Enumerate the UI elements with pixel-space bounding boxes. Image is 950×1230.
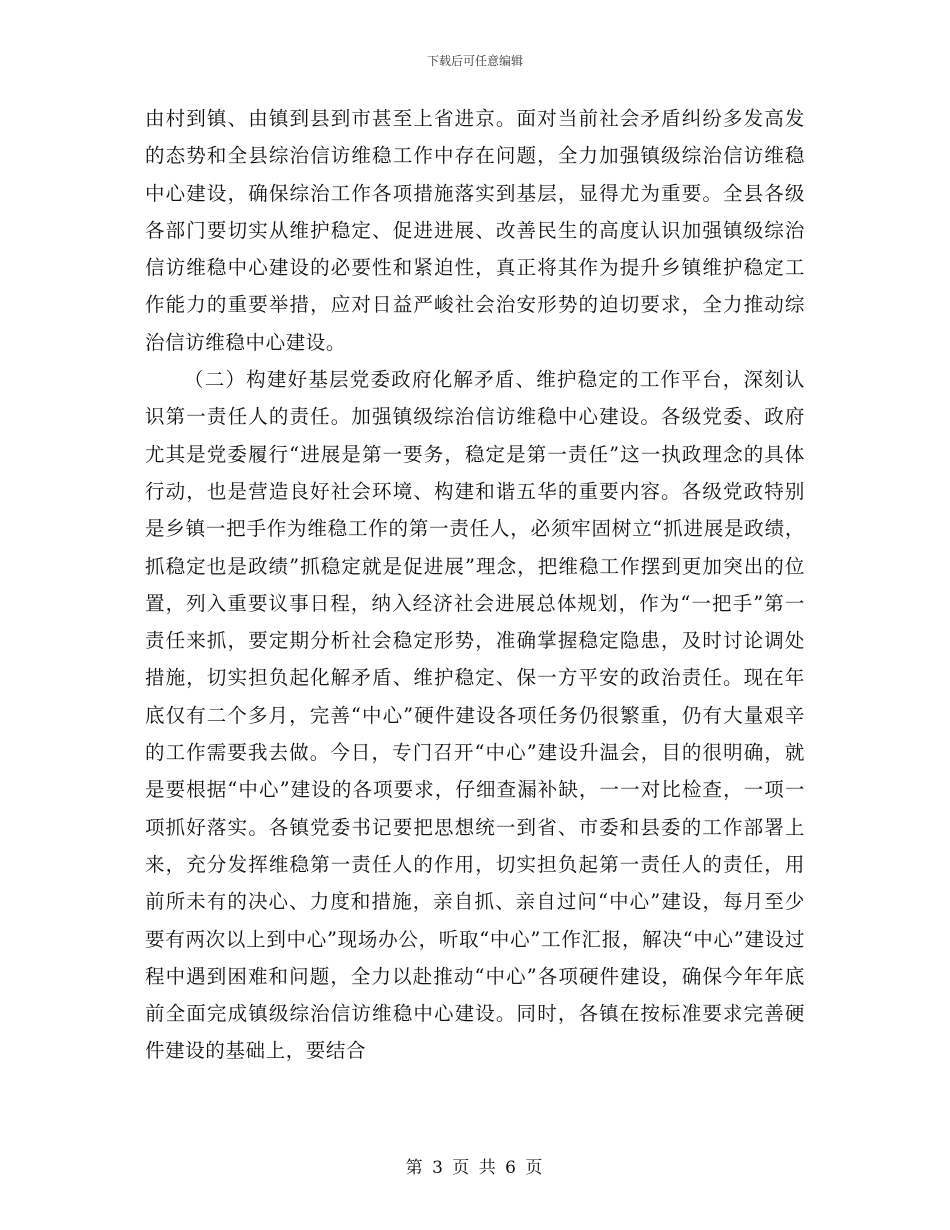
body-paragraph-2: （二）构建好基层党委政府化解矛盾、维护稳定的工作平台，深刻认识第一责任人的责任。加强镇级综治信访维稳中心建设。各级党委、政府尤其是党委履行“进展是第一要务，稳定是第一责任”这一执政理念的具体行动，也是营造良好社会环境、构建和谐五华的重要内容。各级党政特别是乡镇一把手作为维稳工作的第一责任人，必须牢固树立“抓进展是政绩，抓稳定也是政绩”抓稳定就是促进展”理念，把维稳工作摆到更加突出的位置，列入重要议事日程，纳入经济社会进展总体规划，作为“一把手”第一责任来抓，要定期分析社会稳定形势，准确掌握稳定隐患，及时讨论调处措施，切实担负起化解矛盾、维护稳定、保一方平安的政治责任。现在年底仅有二个多月，完善“中心”硬件建设各项任务仍很繁重，仍有大量艰辛的工作需要我去做。今日，专门召开“中心”建设升温会，目的很明确，就是要根据“中心”建设的各项要求，仔细查漏补缺，一一对比检查，一项一项抓好落实。各镇党委书记要把思想统一到省、市委和县委的工作部署上来，充分发挥维稳第一责任人的作用，切实担负起第一责任人的责任，用前所未有的决心、力度和措施，亲自抓、亲自过问“中心”建设，每月至少要有两次以上到中心”现场办公，听取“中心”工作汇报，解决“中心”建设过程中遇到困难和问题，全力以赴推动“中心”各项硬件建设，确保今年年底前全面完成镇级综治信访维稳中心建设。同时，各镇在按标准要求完善硬件建设的基础上，要结合 (145, 368, 805, 1063)
document-body (145, 100, 805, 1070)
page-number: 第 3 页 共 6 页 (405, 1158, 545, 1178)
body-paragraph-1: 由村到镇、由镇到县到市甚至上省进京。面对当前社会矛盾纠纷多发高发的态势和全县综治信访维稳工作中存在问题，全力加强镇级综治信访维稳中心建设，确保综治工作各项措施落实到基层，显得尤为重要。全县各级各部门要切实从维护稳定、促进进展、改善民生的高度认识加强镇级综治信访维稳中心建设的必要性和紧迫性，真正将其作为提升乡镇维护稳定工作能力的重要举措，应对日益严峻社会治安形势的迫切要求，全力推动综治信访维稳中心建设。 (145, 107, 805, 354)
page-header-note: 下载后可任意编辑 (426, 54, 523, 68)
